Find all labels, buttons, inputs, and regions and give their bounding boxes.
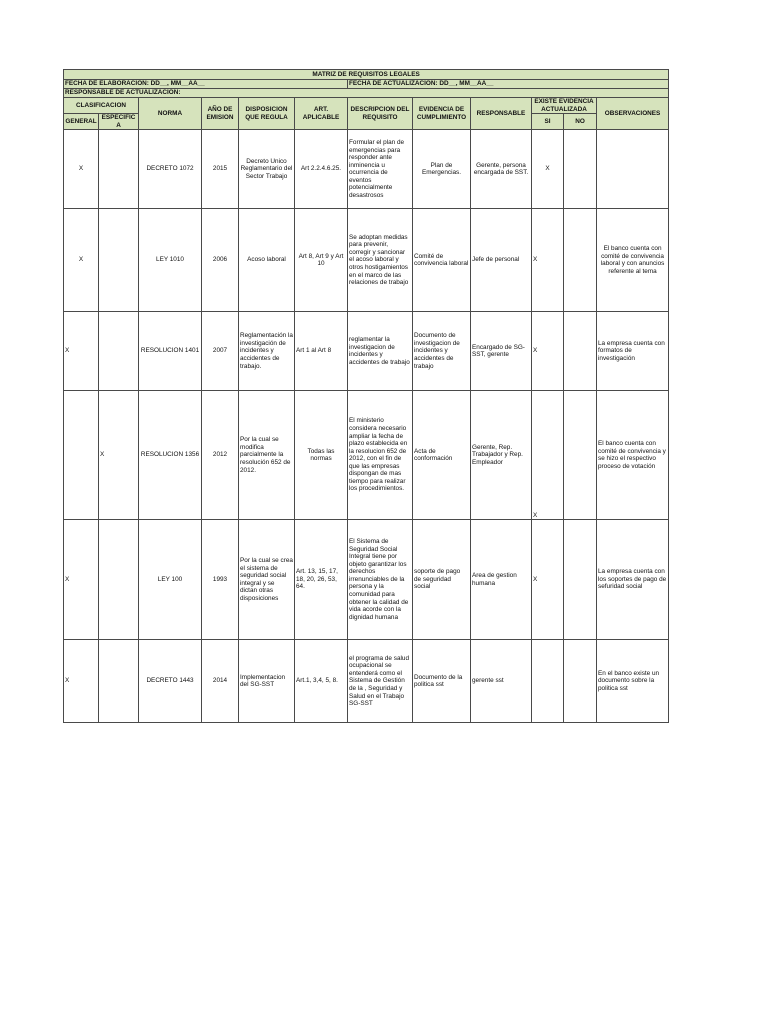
cell-articulo: Art.1, 3,4, 5, 8. <box>295 640 348 723</box>
cell-articulo: Todas las normas <box>295 391 348 520</box>
cell-evidencia: Comité de convivencia laboral <box>413 209 471 312</box>
cell-general <box>64 391 99 520</box>
cell-articulo: Art 1 al Art 8 <box>295 312 348 391</box>
cell-disposicion: Reglamentación la investigación de incidentes y accidentes de trabajo. <box>239 312 295 391</box>
legal-requirements-matrix <box>63 69 669 723</box>
table-row <box>64 520 669 640</box>
cell-si <box>532 640 564 723</box>
cell-especifica <box>99 130 139 209</box>
header-evidencia: EVIDENCIA DE CUMPLIMIENTO <box>413 98 471 130</box>
cell-evidencia: soporte de pago de seguridad social <box>413 520 471 640</box>
cell-no <box>564 391 597 520</box>
cell-norma: RESOLUCION 1401 <box>139 312 202 391</box>
cell-evidencia: Plan de Emergencias. <box>413 130 471 209</box>
cell-norma: DECRETO 1443 <box>139 640 202 723</box>
table-row <box>64 312 669 391</box>
header-art-aplicable: ART. APLICABLE <box>295 98 348 130</box>
cell-evidencia: Acta de conformación <box>413 391 471 520</box>
cell-observaciones: El banco cuenta con comité de convivencia laboral y con anuncios referente al tema <box>597 209 669 312</box>
cell-observaciones: La empresa cuenta con los soportes de pago de sefuridad social <box>597 520 669 640</box>
cell-si: X <box>532 520 564 640</box>
cell-disposicion: Implementacion del SG-SST <box>239 640 295 723</box>
cell-anio: 2007 <box>202 312 239 391</box>
header-responsable: RESPONSABLE <box>471 98 532 130</box>
cell-especifica <box>99 209 139 312</box>
cell-anio: 1993 <box>202 520 239 640</box>
cell-descripcion: Se adoptan medidas para prevenir, corregir y sancionar el acoso laboral y otros hostigamientos en el marco de las relaciones de trabajo <box>348 209 413 312</box>
header-especifica: ESPECIFICA <box>99 114 139 130</box>
cell-general: X <box>64 209 99 312</box>
cell-responsable: Area de gestion humana <box>471 520 532 640</box>
cell-no <box>564 312 597 391</box>
cell-norma: LEY 100 <box>139 520 202 640</box>
cell-observaciones: La empresa cuenta con formatos de investigación <box>597 312 669 391</box>
cell-observaciones: En el banco existe un documento sobre la politica sst <box>597 640 669 723</box>
cell-general: X <box>64 520 99 640</box>
cell-responsable: Encargado de SG-SST, gerente <box>471 312 532 391</box>
header-disposicion: DISPOSICION QUE REGULA <box>239 98 295 130</box>
cell-norma: RESOLUCION 1356 <box>139 391 202 520</box>
cell-no <box>564 209 597 312</box>
cell-descripcion: Formular el plan de emergencias para responder ante inminencia u ocurrencia de eventos potencialmente desastrosos <box>348 130 413 209</box>
responsable-actualizacion: RESPONSABLE DE ACTUALIZACION: <box>64 89 669 98</box>
cell-disposicion: Decreto Unico Reglamentario del Sector Trabajo <box>239 130 295 209</box>
cell-responsable: Gerente, Rep. Trabajador y Rep. Empleador <box>471 391 532 520</box>
header-anio-emision: AÑO DE EMISION <box>202 98 239 130</box>
cell-si: X <box>532 312 564 391</box>
cell-articulo: Art. 13, 15, 17, 18, 20, 26, 53, 64. <box>295 520 348 640</box>
cell-general: X <box>64 640 99 723</box>
table-row <box>64 391 669 520</box>
cell-descripcion: reglamentar la investigacion de incidentes y accidentes de trabajo <box>348 312 413 391</box>
cell-evidencia: Documento de la politica sst <box>413 640 471 723</box>
cell-evidencia: Documento de investigacion de incidentes y accidentes de trabajo <box>413 312 471 391</box>
cell-si: X <box>532 130 564 209</box>
cell-si: X <box>532 391 564 520</box>
cell-descripcion: el programa de salud ocupacional se entenderá como el Sistema de Gestión de la , Seguridad y Salud en el Trabajo SG-SST <box>348 640 413 723</box>
cell-disposicion: Acoso laboral <box>239 209 295 312</box>
header-descripcion: DESCRIPCION DEL REQUISITO <box>348 98 413 130</box>
cell-norma: DECRETO 1072 <box>139 130 202 209</box>
header-si: SI <box>532 114 564 130</box>
cell-general: X <box>64 312 99 391</box>
cell-especifica <box>99 312 139 391</box>
cell-especifica <box>99 640 139 723</box>
cell-disposicion: Por la cual se modifica parcialmente la resolución 652 de 2012. <box>239 391 295 520</box>
header-observaciones: OBSERVACIONES <box>597 98 669 130</box>
table-row <box>64 209 669 312</box>
cell-descripcion: El ministerio considera necesario ampliar la fecha de plazo establecida en la resolucion 652 de 2012, con el fin de que las empresas dispongan de mas tiempo para realizar los procedimientos. <box>348 391 413 520</box>
fecha-elaboracion: FECHA DE ELABORACION: DD__, MM__AA__ <box>64 80 348 89</box>
cell-no <box>564 640 597 723</box>
cell-anio: 2015 <box>202 130 239 209</box>
cell-articulo: Art 2.2.4.6.25. <box>295 130 348 209</box>
cell-no <box>564 520 597 640</box>
cell-responsable: Gerente, persona encargada de SST. <box>471 130 532 209</box>
table-row <box>64 640 669 723</box>
header-clasificacion: CLASIFICACION <box>64 98 139 114</box>
cell-responsable: Jefe de personal <box>471 209 532 312</box>
header-general: GENERAL <box>64 114 99 130</box>
cell-no <box>564 130 597 209</box>
cell-observaciones <box>597 130 669 209</box>
header-norma: NORMA <box>139 98 202 130</box>
matrix-title: MATRIZ DE REQUISITOS LEGALES <box>64 70 669 80</box>
cell-articulo: Art 8, Art 9 y Art 10 <box>295 209 348 312</box>
cell-especifica: X <box>99 391 139 520</box>
header-no: NO <box>564 114 597 130</box>
table-row <box>64 130 669 209</box>
cell-anio: 2014 <box>202 640 239 723</box>
cell-norma: LEY 1010 <box>139 209 202 312</box>
cell-especifica <box>99 520 139 640</box>
cell-general: X <box>64 130 99 209</box>
cell-anio: 2006 <box>202 209 239 312</box>
cell-responsable: gerente sst <box>471 640 532 723</box>
cell-si: X <box>532 209 564 312</box>
fecha-actualizacion: FECHA DE ACTUALIZACION: DD__, MM__AA__ <box>348 80 669 89</box>
cell-descripcion: El Sistema de Seguridad Social Integral tiene por objeto garantizar los derechos irrenunciables de la persona y la comunidad para obtener la calidad de vida acorde con la dignidad humana <box>348 520 413 640</box>
cell-disposicion: Por la cual se crea el sistema de seguridad social integral y se dictan otras disposiciones <box>239 520 295 640</box>
cell-anio: 2012 <box>202 391 239 520</box>
header-existe-evidencia: EXISTE EVIDENCIA ACTUALIZADA <box>532 98 597 114</box>
cell-observaciones: El banco cuenta con comité de convivencia y se hizo el respectivo proceso de votación <box>597 391 669 520</box>
